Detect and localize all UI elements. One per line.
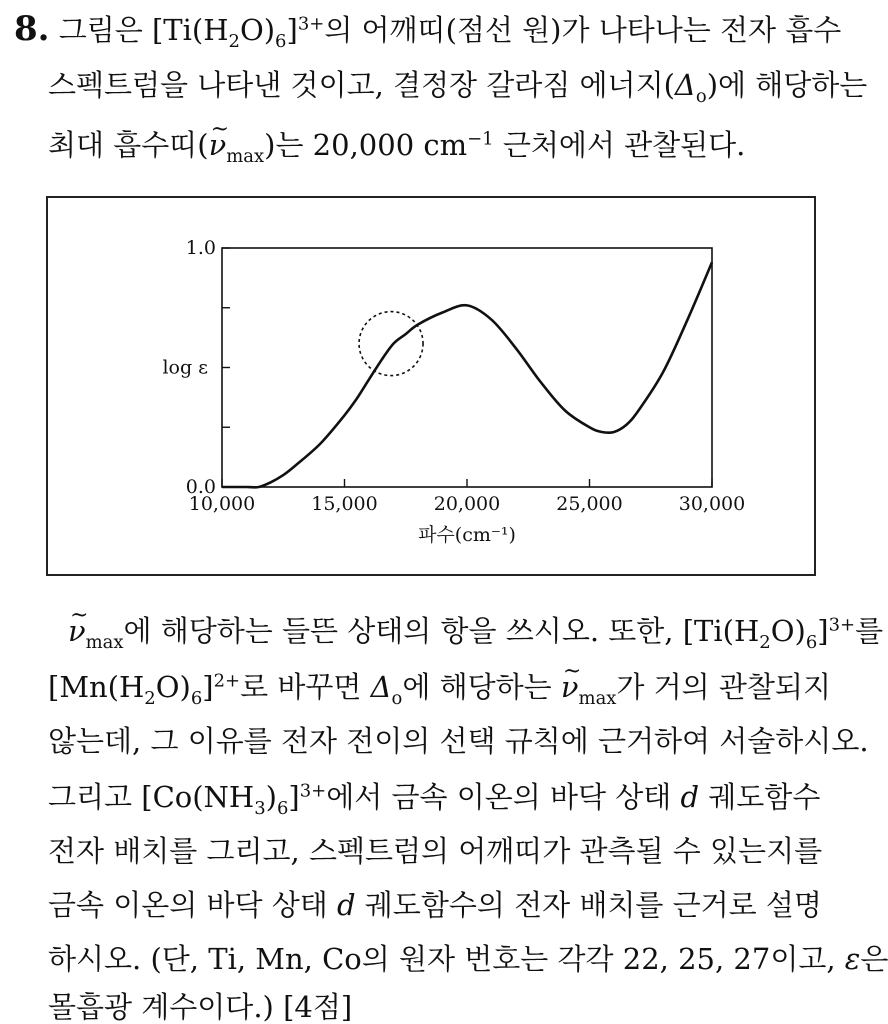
intro-line-3: 최대 흡수띠(~ $\nu_{max}$)는 20,000 $cm^{-1}$ 근처에서 관찰된다.: [48, 128, 745, 162]
x-tick-label: 30,000: [678, 493, 746, 515]
body-line-3: 않는데, 그 이유를 전자 전이의 선택 규칙에 근거하여 서술하시오.: [48, 724, 869, 758]
x-axis-label: 파수(cm⁻¹): [418, 524, 516, 546]
body-line-4: 그리고 $[Co(NH_3)_6]^{3+}$에서 금속 이온의 바닥 상태 d 궤도함수: [48, 780, 821, 819]
body-line-8: 몰흡광 계수이다.) [4점]: [48, 990, 353, 1024]
body-line-2: $[Mn(H_2O)_6]^{2+}$로 바꾸면 $\Delta_o$에 해당하는 ~ $\nu_{max}$가 거의 관찰되지: [48, 670, 831, 704]
spectrum-series-line: [222, 262, 712, 487]
body-line-7: 하시오. (단, Ti, Mn, Co의 원자 번호는 각각 22, 25, 27이고, ε은: [48, 942, 888, 976]
plot-frame: [222, 248, 712, 487]
body-line-6: 금속 이온의 바닥 상태 d 궤도함수의 전자 배치를 근거로 설명: [48, 888, 822, 922]
shoulder-dashed-circle: [359, 312, 423, 376]
chart-axes: [222, 248, 712, 487]
absorption-spectrum-chart: [48, 198, 814, 574]
y-axis-label: log ε: [162, 356, 208, 379]
spectrum-figure: [46, 196, 816, 576]
intro-line-2: 스펙트럼을 나타낸 것이고, 결정장 갈라짐 에너지$(\Delta_o)$에 해당하는: [48, 68, 868, 107]
x-tick-label: 10,000: [188, 493, 256, 515]
x-tick-label: 20,000: [433, 493, 501, 515]
x-tick-label: 15,000: [311, 493, 378, 515]
y-tick-label: 1.0: [185, 237, 216, 259]
body-line-1: ~ $\nu_{max}$에 해당하는 들뜬 상태의 항을 쓰시오. 또한, $[Ti(H_2O)_6]^{3+}$를: [68, 614, 883, 648]
y-tick-label: 0.0: [185, 476, 216, 498]
intro-line-1: 그림은 $[Ti(H_2O)_6]^{3+}$의 어깨띠(점선 원)가 나타나는 전자 흡수: [58, 13, 842, 52]
question-line-1: [14, 9, 842, 52]
body-line-5: 전자 배치를 그리고, 스펙트럼의 어깨띠가 관측될 수 있는지를: [48, 834, 823, 868]
question-number: 8.: [14, 9, 50, 49]
x-tick-label: 25,000: [556, 493, 623, 515]
